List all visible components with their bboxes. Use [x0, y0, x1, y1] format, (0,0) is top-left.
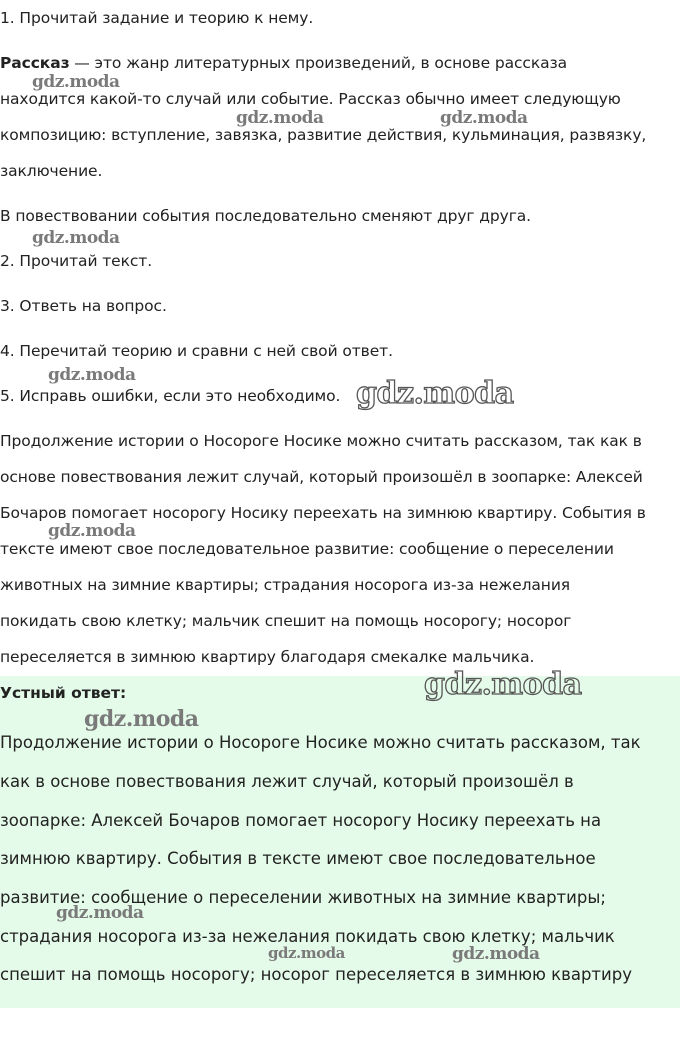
theory-line-5: В повествовании события последовательно сменяют друг друга.: [0, 207, 531, 225]
main-text-line-1: Продолжение истории о Носороге Носике можно считать рассказом, так как в: [0, 432, 642, 450]
watermark: gdz.moda: [236, 108, 324, 128]
watermark: gdz.moda: [268, 944, 345, 962]
main-text-line-3: Бочаров помогает носорогу Носику переехать на зимнюю квартиру. События в: [0, 504, 646, 522]
main-text-line-4: тексте имеют свое последовательное развитие: сообщение о переселении: [0, 540, 614, 558]
theory-term: Рассказ: [0, 54, 70, 72]
theory-line-1: [0, 53, 567, 73]
oral-answer-line-7: спешит на помощь носорогу; носорог переселяется в зимнюю квартиру: [0, 965, 632, 984]
instruction-2: 2. Прочитай текст.: [0, 252, 153, 270]
oral-answer-line-3: зоопарке: Алексей Бочаров помогает носорогу Носику переехать на: [0, 811, 602, 830]
oral-answer-line-1: Продолжение истории о Носороге Носике можно считать рассказом, так: [0, 733, 641, 752]
main-text-line-5: животных на зимние квартиры; страдания носорога из-за нежелания: [0, 576, 571, 594]
watermark: gdz.moda: [48, 521, 136, 541]
instruction-3: 3. Ответь на вопрос.: [0, 297, 167, 315]
main-text-line-7: переселяется в зимнюю квартиру благодаря смекалке мальчика.: [0, 648, 535, 666]
main-text-line-6: покидать свою клетку; мальчик спешит на помощь носорогу; носорог: [0, 612, 572, 630]
main-text-line-2: основе повествования лежит случай, который произошёл в зоопарке: Алексей: [0, 468, 643, 486]
watermark: gdz.moda: [56, 903, 144, 923]
watermark: gdz.moda: [84, 706, 199, 732]
oral-answer-line-5: развитие: сообщение о переселении животных на зимние квартиры;: [0, 888, 606, 907]
theory-line-3: композицию: вступление, завязка, развитие действия, кульминация, развязку,: [0, 126, 647, 144]
theory-line-1-rest: — это жанр литературных произведений, в основе рассказа: [69, 54, 568, 72]
watermark: gdz.moda: [452, 944, 540, 964]
watermark: gdz.moda: [32, 228, 120, 248]
theory-line-4: заключение.: [0, 162, 103, 180]
instruction-5: 5. Исправь ошибки, если это необходимо.: [0, 387, 341, 405]
watermark: gdz.moda: [440, 108, 528, 128]
watermark: gdz.moda: [32, 72, 120, 92]
oral-answer-title: Устный ответ:: [0, 684, 127, 702]
watermark: gdz.moda: [356, 376, 514, 411]
oral-answer-line-2: как в основе повествования лежит случай, который произошёл в: [0, 772, 574, 791]
oral-answer-line-4: зимнюю квартиру. События в тексте имеют свое последовательное: [0, 849, 596, 868]
theory-line-2: находится какой-то случай или событие. Рассказ обычно имеет следующую: [0, 90, 621, 108]
watermark: gdz.moda: [424, 667, 582, 702]
instruction-4: 4. Перечитай теорию и сравни с ней свой ответ.: [0, 342, 393, 360]
oral-answer-line-6: страдания носорога из-за нежелания покидать свою клетку; мальчик: [0, 927, 615, 946]
watermark: gdz.moda: [48, 365, 136, 385]
instruction-1: 1. Прочитай задание и теорию к нему.: [0, 9, 314, 27]
